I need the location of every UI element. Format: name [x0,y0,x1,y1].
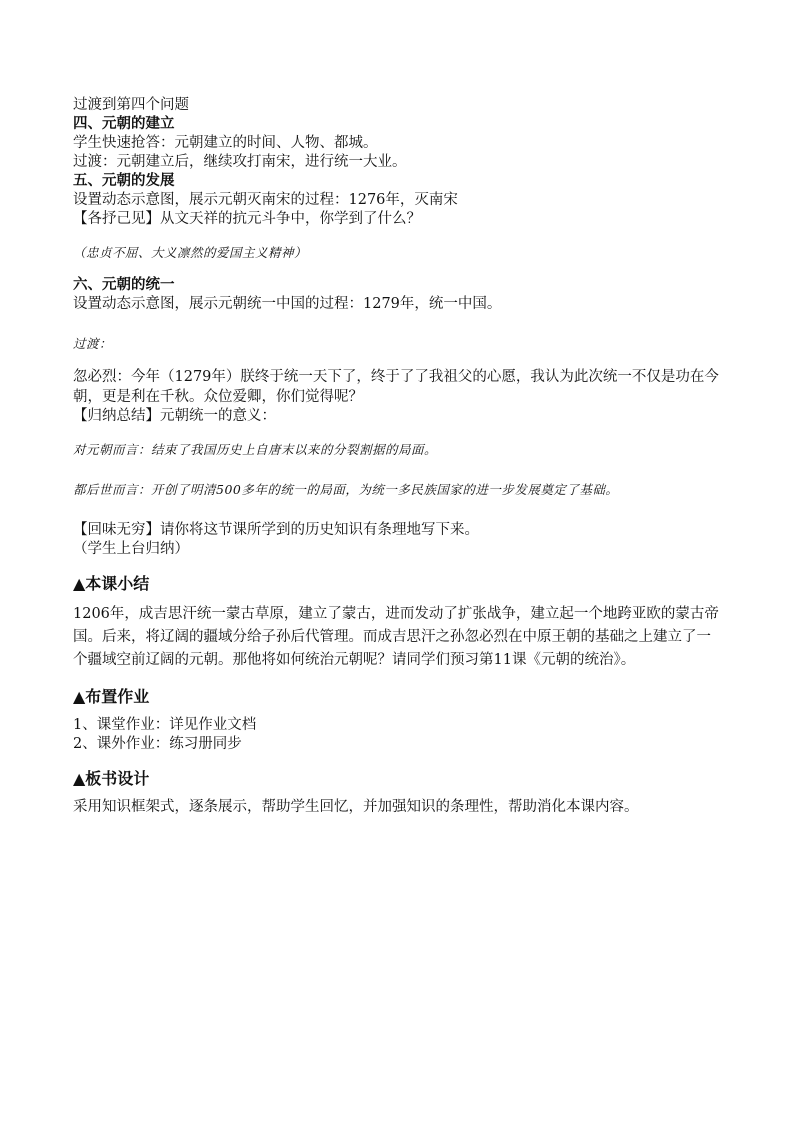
summary-text: 1206年，成吉思汗统一蒙古草原，建立了蒙古，进而发动了扩张战争，建立起一个地跨亚欧的蒙古帝国。后来，将辽阔的疆域分给子孙后代管理。而成吉思汗之孙忽必烈在中原王朝的基础之上建立了一个疆域空前辽阔的元朝。那他将如何统治元朝呢？请同学们预习第11课《元朝的统治》。 [73,606,719,668]
review-question: 【回味无穷】请你将这节课所学到的历史知识有条理地写下来。 [73,522,479,538]
board-text: 采用知识框架式，逐条展示，帮助学生回忆，并加强知识的条理性，帮助消化本课内容。 [73,799,639,815]
transition-after-founding: 过渡：元朝建立后，继续攻打南宋，进行统一大业。 [73,154,407,170]
homework-title: ▲布置作业 [73,687,150,706]
quick-answer-line: 学生快速抢答：元朝建立的时间、人物、都城。 [73,135,378,151]
transition-label: 过渡： [73,336,113,351]
board-title: ▲板书设计 [73,769,150,788]
animation-line-1: 设置动态示意图，展示元朝灭南宋的过程：1276年，灭南宋 [73,192,458,208]
meaning-2: 都后世而言：开创了明清500多年的统一的局面，为统一多民族国家的进一步发展奠定了基础。 [73,482,619,497]
summary-title: ▲本课小结 [73,574,150,593]
transition-line: 过渡到第四个问题 [73,97,189,113]
document-page [73,96,723,817]
heading-yuan-unification: 六、元朝的统一 [73,277,175,293]
heading-yuan-development: 五、元朝的发展 [73,173,175,189]
homework-item-1: 1、课堂作业：详见作业文档 [73,717,257,733]
summary-question: 【归纳总结】元朝统一的意义： [73,408,276,424]
homework-item-2: 2、课外作业：练习册同步 [73,736,242,752]
animation-line-2: 设置动态示意图，展示元朝统一中国的过程：1279年，统一中国。 [73,296,502,312]
heading-yuan-founding: 四、元朝的建立 [73,116,175,132]
opinion-answer: （忠贞不屈、大义凛然的爱国主义精神） [73,245,308,260]
meaning-1: 对元朝而言：结束了我国历史上自唐末以来的分裂割据的局面。 [73,442,438,457]
opinion-question: 【各抒己见】从文天祥的抗元斗争中，你学到了什么？ [73,211,421,227]
review-answer: （学生上台归纳） [73,541,189,557]
kublai-speech: 忽必烈：今年（1279年）朕终于统一天下了，终于了了我祖父的心愿，我认为此次统一不仅是功在今朝，更是利在千秋。众位爱卿，你们觉得呢？ [73,369,719,405]
